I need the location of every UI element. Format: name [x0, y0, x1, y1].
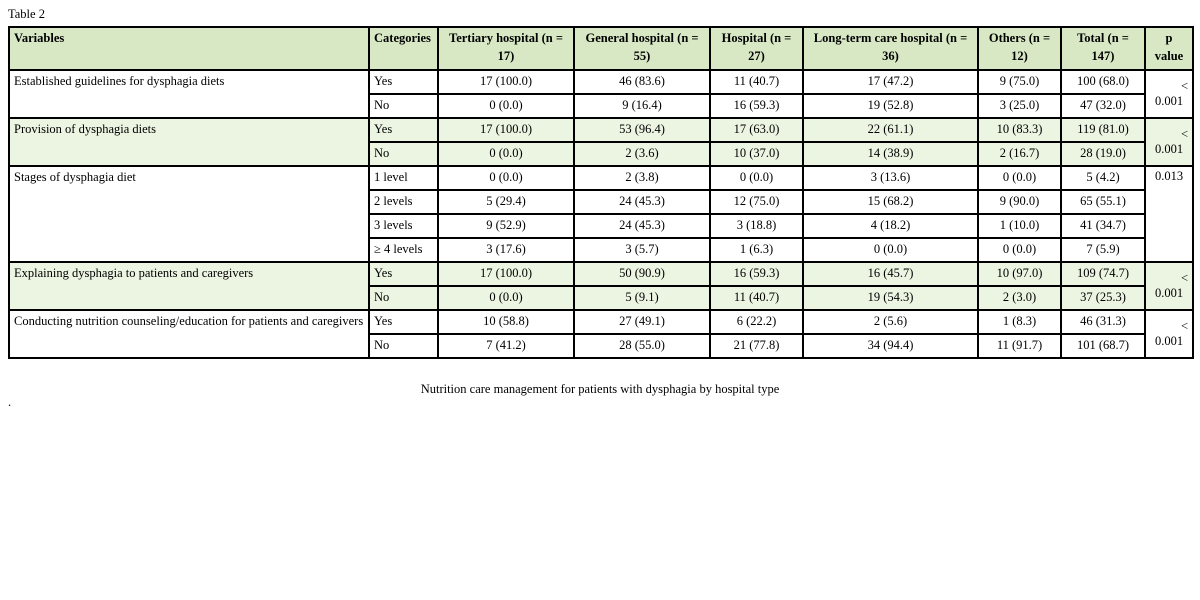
cell-category: No [369, 94, 438, 118]
cell-hospital: 3 (18.8) [710, 214, 803, 238]
cell-others: 2 (16.7) [978, 142, 1061, 166]
header-others: Others (n = 12) [978, 27, 1061, 70]
cell-tertiary: 17 (100.0) [438, 118, 574, 142]
cell-tertiary: 17 (100.0) [438, 262, 574, 286]
cell-category: ≥ 4 levels [369, 238, 438, 262]
cell-total: 7 (5.9) [1061, 238, 1145, 262]
cell-p-value [1145, 118, 1193, 166]
cell-hospital: 10 (37.0) [710, 142, 803, 166]
cell-tertiary: 0 (0.0) [438, 286, 574, 310]
cell-general: 46 (83.6) [574, 70, 710, 94]
cell-tertiary: 3 (17.6) [438, 238, 574, 262]
cell-hospital: 0 (0.0) [710, 166, 803, 190]
cell-hospital: 16 (59.3) [710, 94, 803, 118]
table-row [9, 70, 1193, 94]
cell-long-term: 14 (38.9) [803, 142, 978, 166]
p-value-symbol: < [1180, 79, 1188, 93]
cell-category: 2 levels [369, 190, 438, 214]
cell-long-term: 3 (13.6) [803, 166, 978, 190]
cell-tertiary: 9 (52.9) [438, 214, 574, 238]
header-general-hospital: General hospital (n = 55) [574, 27, 710, 70]
cell-general: 2 (3.8) [574, 166, 710, 190]
p-value-number: 0.001 [1154, 334, 1184, 348]
cell-long-term: 34 (94.4) [803, 334, 978, 358]
p-value-symbol: < [1180, 319, 1188, 333]
cell-general: 53 (96.4) [574, 118, 710, 142]
cell-long-term: 22 (61.1) [803, 118, 978, 142]
table-body [9, 70, 1193, 358]
cell-category: Yes [369, 118, 438, 142]
cell-total: 47 (32.0) [1061, 94, 1145, 118]
cell-hospital: 11 (40.7) [710, 70, 803, 94]
header-total: Total (n = 147) [1061, 27, 1145, 70]
cell-total: 46 (31.3) [1061, 310, 1145, 334]
cell-general: 24 (45.3) [574, 214, 710, 238]
cell-hospital: 11 (40.7) [710, 286, 803, 310]
cell-general: 2 (3.6) [574, 142, 710, 166]
cell-general: 5 (9.1) [574, 286, 710, 310]
cell-total: 119 (81.0) [1061, 118, 1145, 142]
cell-total: 109 (74.7) [1061, 262, 1145, 286]
cell-general: 27 (49.1) [574, 310, 710, 334]
p-value-number: 0.001 [1154, 142, 1184, 156]
cell-others: 11 (91.7) [978, 334, 1061, 358]
data-table [8, 26, 1194, 359]
cell-tertiary: 0 (0.0) [438, 142, 574, 166]
cell-category: Yes [369, 70, 438, 94]
cell-category: No [369, 286, 438, 310]
cell-tertiary: 10 (58.8) [438, 310, 574, 334]
cell-hospital: 17 (63.0) [710, 118, 803, 142]
cell-hospital: 1 (6.3) [710, 238, 803, 262]
cell-tertiary: 0 (0.0) [438, 166, 574, 190]
header-hospital: Hospital (n = 27) [710, 27, 803, 70]
cell-category: No [369, 142, 438, 166]
cell-others: 9 (90.0) [978, 190, 1061, 214]
cell-others: 9 (75.0) [978, 70, 1061, 94]
cell-others: 10 (97.0) [978, 262, 1061, 286]
cell-p-value [1145, 166, 1193, 262]
table-row [9, 262, 1193, 286]
header-variables: Variables [9, 27, 369, 70]
header-tertiary-hospital: Tertiary hospital (n = 17) [438, 27, 574, 70]
cell-long-term: 17 (47.2) [803, 70, 978, 94]
header-categories: Categories [369, 27, 438, 70]
cell-long-term: 2 (5.6) [803, 310, 978, 334]
cell-hospital: 16 (59.3) [710, 262, 803, 286]
cell-others: 10 (83.3) [978, 118, 1061, 142]
cell-p-value [1145, 262, 1193, 310]
cell-general: 28 (55.0) [574, 334, 710, 358]
table-row [9, 118, 1193, 142]
cell-variable: Explaining dysphagia to patients and caregivers [9, 262, 369, 310]
cell-total: 37 (25.3) [1061, 286, 1145, 310]
cell-tertiary: 17 (100.0) [438, 70, 574, 94]
cell-general: 24 (45.3) [574, 190, 710, 214]
cell-category: Yes [369, 310, 438, 334]
cell-long-term: 16 (45.7) [803, 262, 978, 286]
cell-others: 1 (8.3) [978, 310, 1061, 334]
cell-variable: Established guidelines for dysphagia diets [9, 70, 369, 118]
cell-variable: Stages of dysphagia diet [9, 166, 369, 262]
table-row [9, 310, 1193, 334]
cell-p-value [1145, 70, 1193, 118]
cell-total: 101 (68.7) [1061, 334, 1145, 358]
cell-category: No [369, 334, 438, 358]
cell-tertiary: 0 (0.0) [438, 94, 574, 118]
table-label: Table 2 [8, 7, 45, 21]
p-value-number: 0.001 [1154, 286, 1184, 300]
cell-category: Yes [369, 262, 438, 286]
table-row [9, 166, 1193, 190]
p-value-number: 0.001 [1154, 94, 1184, 108]
table-caption: Nutrition care management for patients with dysphagia by hospital type [420, 382, 780, 396]
header-long-term-care-hospital: Long-term care hospital (n = 36) [803, 27, 978, 70]
cell-total: 100 (68.0) [1061, 70, 1145, 94]
cell-general: 3 (5.7) [574, 238, 710, 262]
cell-long-term: 19 (52.8) [803, 94, 978, 118]
cell-variable: Conducting nutrition counseling/education for patients and caregivers [9, 310, 369, 358]
cell-tertiary: 5 (29.4) [438, 190, 574, 214]
cell-tertiary: 7 (41.2) [438, 334, 574, 358]
cell-general: 50 (90.9) [574, 262, 710, 286]
cell-long-term: 4 (18.2) [803, 214, 978, 238]
cell-others: 0 (0.0) [978, 166, 1061, 190]
cell-general: 9 (16.4) [574, 94, 710, 118]
header-p-value: p value [1145, 27, 1193, 70]
cell-others: 3 (25.0) [978, 94, 1061, 118]
header-row [9, 27, 1193, 70]
cell-long-term: 15 (68.2) [803, 190, 978, 214]
p-value-number: 0.013 [1154, 169, 1184, 183]
cell-hospital: 6 (22.2) [710, 310, 803, 334]
p-value-symbol: < [1180, 127, 1188, 141]
cell-long-term: 19 (54.3) [803, 286, 978, 310]
cell-long-term: 0 (0.0) [803, 238, 978, 262]
cell-variable: Provision of dysphagia diets [9, 118, 369, 166]
cell-category: 3 levels [369, 214, 438, 238]
cell-total: 65 (55.1) [1061, 190, 1145, 214]
footnote-mark: . [8, 395, 12, 409]
cell-others: 2 (3.0) [978, 286, 1061, 310]
p-value-symbol: < [1180, 271, 1188, 285]
cell-category: 1 level [369, 166, 438, 190]
cell-others: 1 (10.0) [978, 214, 1061, 238]
cell-hospital: 21 (77.8) [710, 334, 803, 358]
cell-others: 0 (0.0) [978, 238, 1061, 262]
cell-total: 28 (19.0) [1061, 142, 1145, 166]
cell-total: 41 (34.7) [1061, 214, 1145, 238]
cell-total: 5 (4.2) [1061, 166, 1145, 190]
cell-hospital: 12 (75.0) [710, 190, 803, 214]
cell-p-value [1145, 310, 1193, 358]
